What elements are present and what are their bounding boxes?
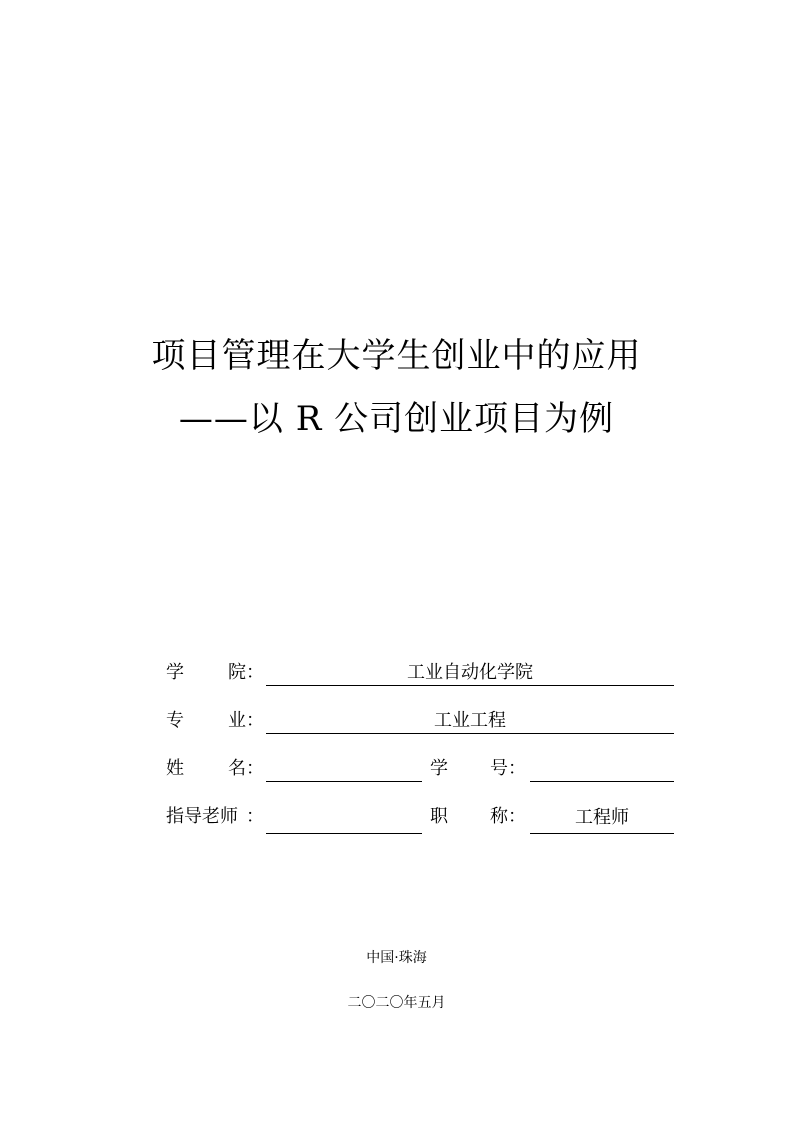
college-label-char-2: 院	[228, 662, 246, 683]
major-label-char-1: 专	[166, 710, 184, 731]
title-rank-label-colon: ：	[508, 806, 526, 827]
name-label-char-1: 姓	[166, 758, 184, 779]
major-label-char-2: 业	[228, 710, 246, 731]
advisor-field[interactable]	[266, 809, 422, 834]
date-text: 二〇二〇年五月	[347, 995, 446, 1011]
name-label-colon: ：	[246, 758, 264, 779]
title-rank-field[interactable]: 工程师	[530, 806, 674, 834]
major-label-colon: ：	[246, 710, 264, 731]
advisor-label-text: 指导老师	[166, 806, 238, 827]
college-label-char-1: 学	[166, 662, 184, 683]
title-rank-label-char-1: 职	[430, 806, 448, 827]
thesis-title-line-1: 项目管理在大学生创业中的应用	[151, 336, 642, 376]
title-rank-label-char-2: 称	[490, 806, 508, 827]
student-id-field[interactable]	[530, 757, 674, 782]
location-text: 中国·珠海	[366, 950, 427, 966]
student-id-label	[430, 757, 530, 781]
college-field[interactable]: 工业自动化学院	[266, 661, 674, 686]
major-label	[166, 709, 266, 733]
name-field[interactable]	[266, 757, 422, 782]
student-id-label-colon: ：	[508, 758, 526, 779]
college-label	[166, 661, 266, 685]
thesis-title-line-2: ——以 R 公司创业项目为例	[178, 399, 615, 439]
student-id-label-char-2: 号	[490, 758, 508, 779]
advisor-label-colon: ：	[246, 806, 264, 827]
student-id-label-char-1: 学	[430, 758, 448, 779]
title-rank-label	[430, 805, 530, 829]
name-label	[166, 757, 266, 781]
name-label-char-2: 名	[228, 758, 246, 779]
college-label-colon: ：	[246, 662, 264, 683]
advisor-label	[166, 805, 266, 829]
major-field[interactable]: 工业工程	[266, 709, 674, 734]
